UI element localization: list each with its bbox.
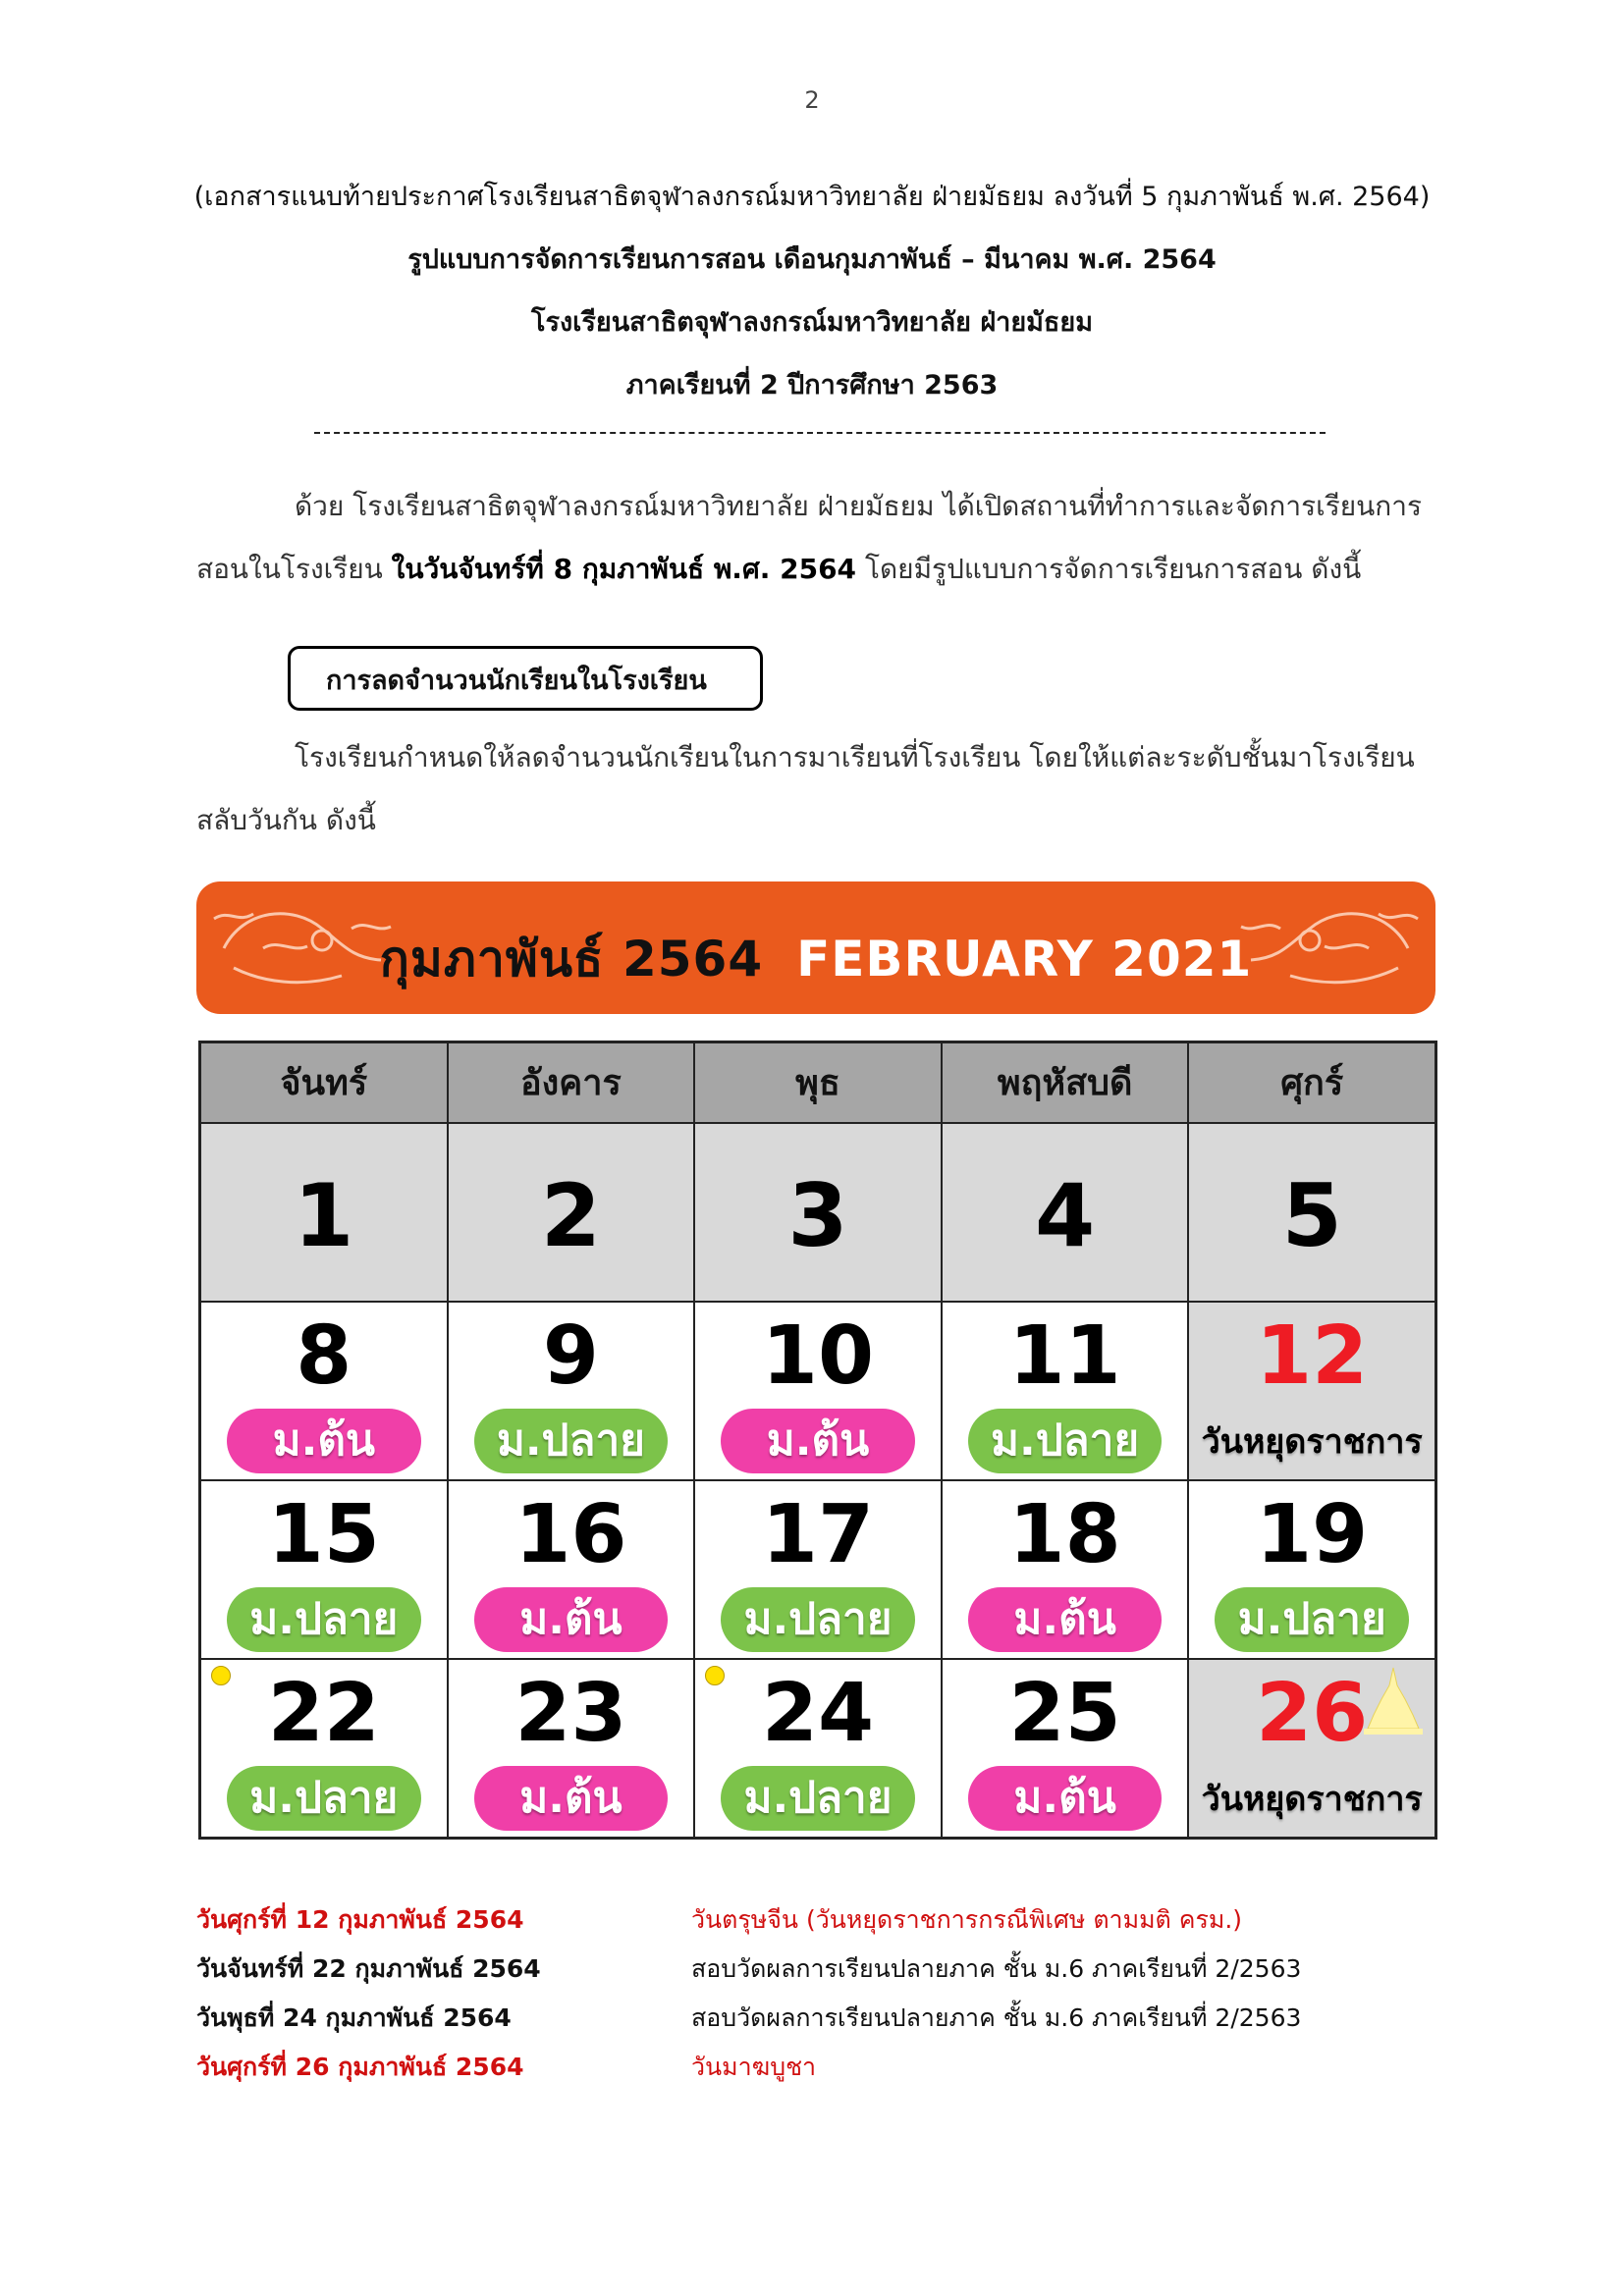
day-cell <box>694 1659 942 1838</box>
day-cell <box>200 1302 448 1480</box>
level-badge-upper: ม.ปลาย <box>968 1409 1163 1473</box>
day-cell <box>1188 1123 1435 1302</box>
day-cell <box>942 1659 1189 1838</box>
intro-text-a: ด้วย โรงเรียนสาธิตจุฬาลงกรณ์มหาวิทยาลัย ฝ่ายมัธยม ได้เปิดสถานที่ทำการและจัดการเรียนการสอนในโรงเรียน <box>196 490 1422 585</box>
section-paragraph: โรงเรียนกำหนดให้ลดจำนวนนักเรียนในการมาเรียนที่โรงเรียน โดยให้แต่ละระดับชั้นมาโรงเรียนสลับวันกัน ดังนี้ <box>196 741 1415 836</box>
dashed-divider <box>314 432 1326 436</box>
level-badge-upper: ม.ปลาย <box>474 1409 669 1473</box>
intro-paragraph <box>196 475 1443 601</box>
level-badge-lower: ม.ต้น <box>227 1409 421 1473</box>
section-label-box: การลดจำนวนนักเรียนในโรงเรียน <box>288 646 763 711</box>
note-date: วันพุธที่ 24 กุมภาพันธ์ 2564 <box>196 2003 512 2032</box>
document-title: รูปแบบการจัดการเรียนการสอน เดือนกุมภาพันธ์ – มีนาคม พ.ศ. 2564 <box>407 244 1217 275</box>
day-cell <box>694 1480 942 1659</box>
header-thursday: พฤหัสบดี <box>942 1042 1189 1123</box>
day-number: 8 <box>296 1309 352 1403</box>
day-number: 12 <box>1256 1309 1369 1403</box>
day-number: 16 <box>514 1488 627 1581</box>
day-cell <box>200 1480 448 1659</box>
holiday-cell <box>1188 1659 1435 1838</box>
note-description: วันตรุษจีน (วันหยุดราชการกรณีพิเศษ ตามมติ ครม.) <box>691 1905 1243 1934</box>
level-badge-upper: ม.ปลาย <box>227 1587 421 1652</box>
day-number: 22 <box>267 1667 380 1760</box>
day-cell <box>200 1123 448 1302</box>
school-name: โรงเรียนสาธิตจุฬาลงกรณ์มหาวิทยาลัย ฝ่ายมัธยม <box>530 307 1094 338</box>
holiday-label: วันหยุดราชการ <box>1201 1422 1423 1462</box>
day-number: 26 <box>1256 1667 1369 1760</box>
level-badge-upper: ม.ปลาย <box>721 1766 915 1831</box>
level-badge-upper: ม.ปลาย <box>227 1766 421 1831</box>
day-number: 3 <box>787 1165 848 1266</box>
level-badge-lower: ม.ต้น <box>968 1766 1163 1831</box>
day-number: 18 <box>1008 1488 1121 1581</box>
day-number: 19 <box>1256 1488 1369 1581</box>
note-date: วันศุกร์ที่ 12 กุมภาพันธ์ 2564 <box>196 1905 524 1934</box>
level-badge-upper: ม.ปลาย <box>1215 1587 1409 1652</box>
note-description: สอบวัดผลการเรียนปลายภาค ชั้น ม.6 ภาคเรียนที่ 2/2563 <box>691 1954 1302 1983</box>
page-number: 2 <box>804 86 820 114</box>
day-number: 23 <box>514 1667 627 1760</box>
note-description: สอบวัดผลการเรียนปลายภาค ชั้น ม.6 ภาคเรียนที่ 2/2563 <box>691 2003 1302 2032</box>
day-number: 17 <box>761 1488 875 1581</box>
day-cell <box>448 1302 695 1480</box>
day-number: 1 <box>294 1165 354 1266</box>
day-number: 25 <box>1008 1667 1121 1760</box>
level-badge-lower: ม.ต้น <box>474 1587 669 1652</box>
banner-title <box>196 921 1435 998</box>
calendar-grid <box>198 1041 1437 1840</box>
banner-english: FEBRUARY 2021 <box>796 931 1253 988</box>
day-number: 11 <box>1008 1309 1121 1403</box>
level-badge-lower: ม.ต้น <box>474 1766 669 1831</box>
level-badge-upper: ม.ปลาย <box>721 1587 915 1652</box>
day-number: 5 <box>1281 1165 1342 1266</box>
day-cell <box>448 1123 695 1302</box>
attachment-heading: (เอกสารแนบท้ายประกาศโรงเรียนสาธิตจุฬาลงกรณ์มหาวิทยาลัย ฝ่ายมัธยม ลงวันที่ 5 กุมภาพันธ์ พ.ศ. 2564) <box>193 182 1431 212</box>
day-number: 24 <box>761 1667 875 1760</box>
day-number: 15 <box>267 1488 380 1581</box>
day-cell <box>1188 1480 1435 1659</box>
intro-text-b: โดยมีรูปแบบการจัดการเรียนการสอน ดังนี้ <box>856 553 1362 585</box>
header-monday: จันทร์ <box>200 1042 448 1123</box>
holiday-cell <box>1188 1302 1435 1480</box>
holiday-label: วันหยุดราชการ <box>1201 1780 1423 1819</box>
level-badge-lower: ม.ต้น <box>721 1409 915 1473</box>
day-cell <box>448 1659 695 1838</box>
day-cell <box>448 1480 695 1659</box>
intro-text-bold: ในวันจันทร์ที่ 8 กุมภาพันธ์ พ.ศ. 2564 <box>391 553 857 585</box>
day-number: 9 <box>542 1309 599 1403</box>
semester-line: ภาคเรียนที่ 2 ปีการศึกษา 2563 <box>625 370 999 400</box>
day-cell <box>694 1123 942 1302</box>
day-cell <box>200 1659 448 1838</box>
day-number: 2 <box>540 1165 601 1266</box>
day-cell <box>942 1302 1189 1480</box>
day-number: 10 <box>761 1309 875 1403</box>
note-description: วันมาฆบูชา <box>691 2053 817 2081</box>
header-wednesday: พุธ <box>694 1042 942 1123</box>
header-friday: ศุกร์ <box>1188 1042 1435 1123</box>
day-cell <box>694 1302 942 1480</box>
note-date: วันจันทร์ที่ 22 กุมภาพันธ์ 2564 <box>196 1954 541 1983</box>
banner-thai: กุมภาพันธ์ 2564 <box>379 931 764 988</box>
day-cell <box>942 1123 1189 1302</box>
level-badge-lower: ม.ต้น <box>968 1587 1163 1652</box>
header-tuesday: อังคาร <box>448 1042 695 1123</box>
day-cell <box>942 1480 1189 1659</box>
note-date: วันศุกร์ที่ 26 กุมภาพันธ์ 2564 <box>196 2053 524 2081</box>
day-number: 4 <box>1034 1165 1096 1266</box>
month-banner <box>196 881 1435 1014</box>
